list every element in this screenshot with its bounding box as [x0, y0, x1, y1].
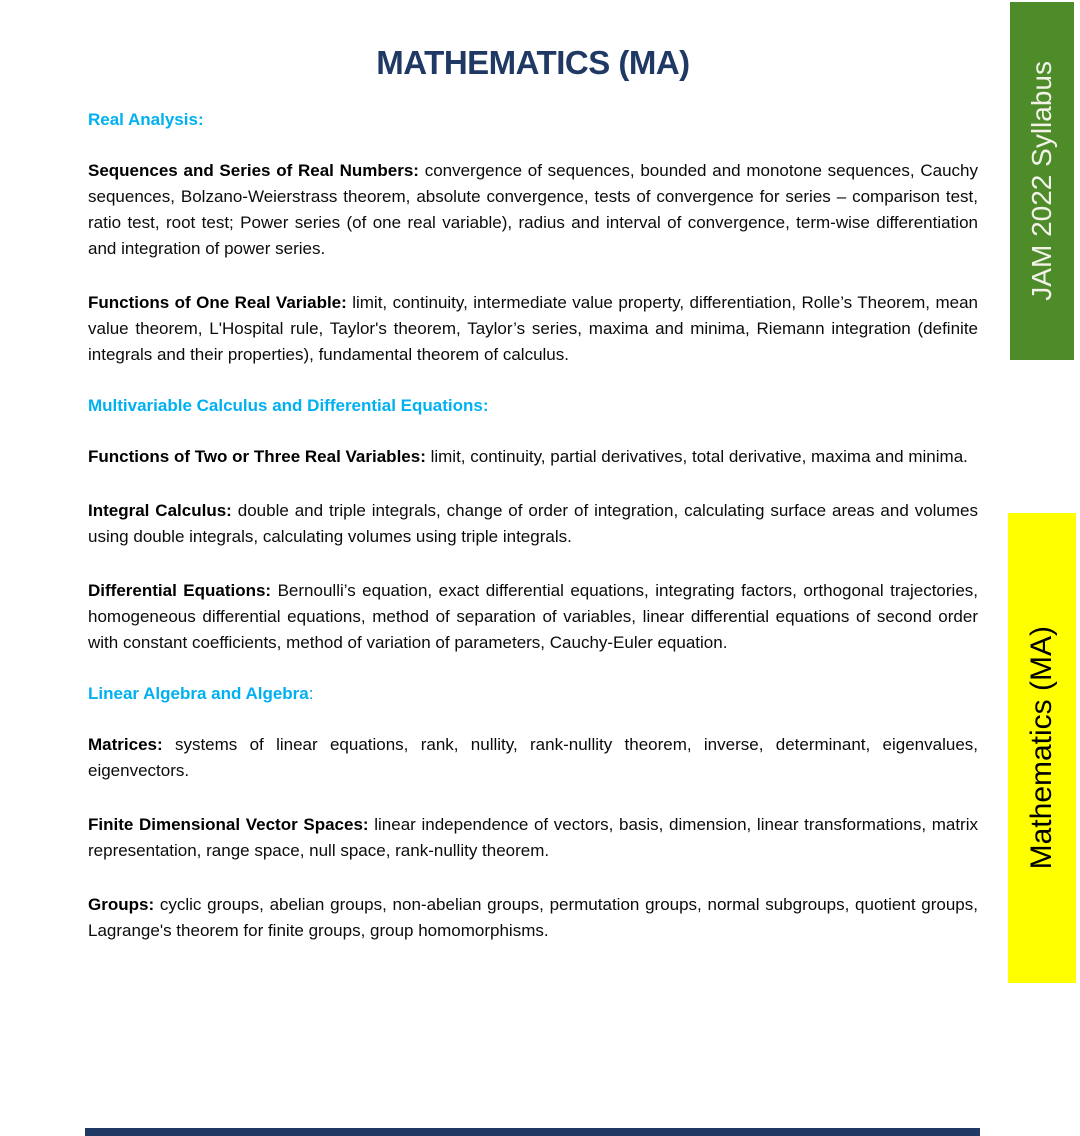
mathematics-ma-banner [1008, 513, 1076, 983]
paragraph-lead: Integral Calculus: [88, 501, 232, 520]
syllabus-paragraph-integral-calculus [88, 498, 978, 550]
paragraph-lead: Differential Equations: [88, 581, 272, 600]
jam-2022-syllabus-banner [1010, 2, 1074, 360]
section-heading-real-analysis [88, 110, 978, 130]
section-heading-label: Linear Algebra and Algebra [88, 684, 309, 703]
paragraph-body: convergence of sequences, bounded and monotone sequences, Cauchy sequences, Bolzano-Weierstrass theorem, absolute convergence, tests of convergence for series – comparison test, ratio test, root test; Power series (of one real variable), radius and interval of convergence, term-wise differentiation and integration of power series. [88, 161, 978, 258]
syllabus-paragraph-functions-two-three-variables [88, 444, 978, 470]
paragraph-lead: Finite Dimensional Vector Spaces: [88, 815, 369, 834]
paragraph-body: limit, continuity, partial derivatives, total derivative, maxima and minima. [430, 447, 968, 466]
syllabus-paragraph-sequences-and-series [88, 158, 978, 262]
section-heading-colon: : [197, 110, 204, 129]
section-heading-colon: : [482, 396, 489, 415]
section-heading-linear-algebra [88, 684, 978, 704]
syllabus-paragraph-groups [88, 892, 978, 944]
section-heading-label: Real Analysis [88, 110, 198, 129]
paragraph-body: systems of linear equations, rank, nullity, rank-nullity theorem, inverse, determinant, eigenvalues, eigenvectors. [88, 735, 978, 780]
syllabus-paragraph-vector-spaces [88, 812, 978, 864]
syllabus-paragraph-differential-equations [88, 578, 978, 656]
section-heading-multivariable-calculus [88, 396, 978, 416]
paragraph-body: limit, continuity, intermediate value property, differentiation, Rolle’s Theorem, mean value theorem, L'Hospital rule, Taylor's theorem, Taylor’s series, maxima and minima, Riemann integration (definite integrals and their properties), fundamental theorem of calculus. [88, 293, 978, 364]
mathematics-ma-banner-label: Mathematics (MA) [1025, 626, 1058, 870]
footer-rule [85, 1128, 980, 1136]
paragraph-body: cyclic groups, abelian groups, non-abelian groups, permutation groups, normal subgroups, quotient groups, Lagrange's theorem for finite groups, group homomorphisms. [88, 895, 978, 940]
jam-2022-syllabus-banner-label: JAM 2022 Syllabus [1026, 61, 1057, 301]
paragraph-body: linear independence of vectors, basis, dimension, linear transformations, matrix representation, range space, null space, rank-nullity theorem. [88, 815, 978, 860]
section-heading-label: Multivariable Calculus and Differential Equations [88, 396, 483, 415]
section-heading-colon: : [308, 684, 314, 703]
paragraph-body: Bernoulli’s equation, exact differential equations, integrating factors, orthogonal trajectories, homogeneous differential equations, method of separation of variables, linear differential equations of second order with constant coefficients, method of variation of parameters, Cauchy-Euler equation. [88, 581, 978, 652]
paragraph-lead: Functions of Two or Three Real Variables: [88, 447, 426, 466]
paragraph-lead: Functions of One Real Variable: [88, 293, 347, 312]
paragraph-lead: Sequences and Series of Real Numbers: [88, 161, 419, 180]
syllabus-paragraph-matrices [88, 732, 978, 784]
syllabus-content [88, 0, 978, 972]
paragraph-lead: Groups: [88, 895, 155, 914]
paragraph-lead: Matrices: [88, 735, 163, 754]
paragraph-body: double and triple integrals, change of order of integration, calculating surface areas and volumes using double integrals, calculating volumes using triple integrals. [88, 501, 978, 546]
page-title: MATHEMATICS (MA) [376, 44, 690, 81]
syllabus-paragraph-functions-one-variable [88, 290, 978, 368]
